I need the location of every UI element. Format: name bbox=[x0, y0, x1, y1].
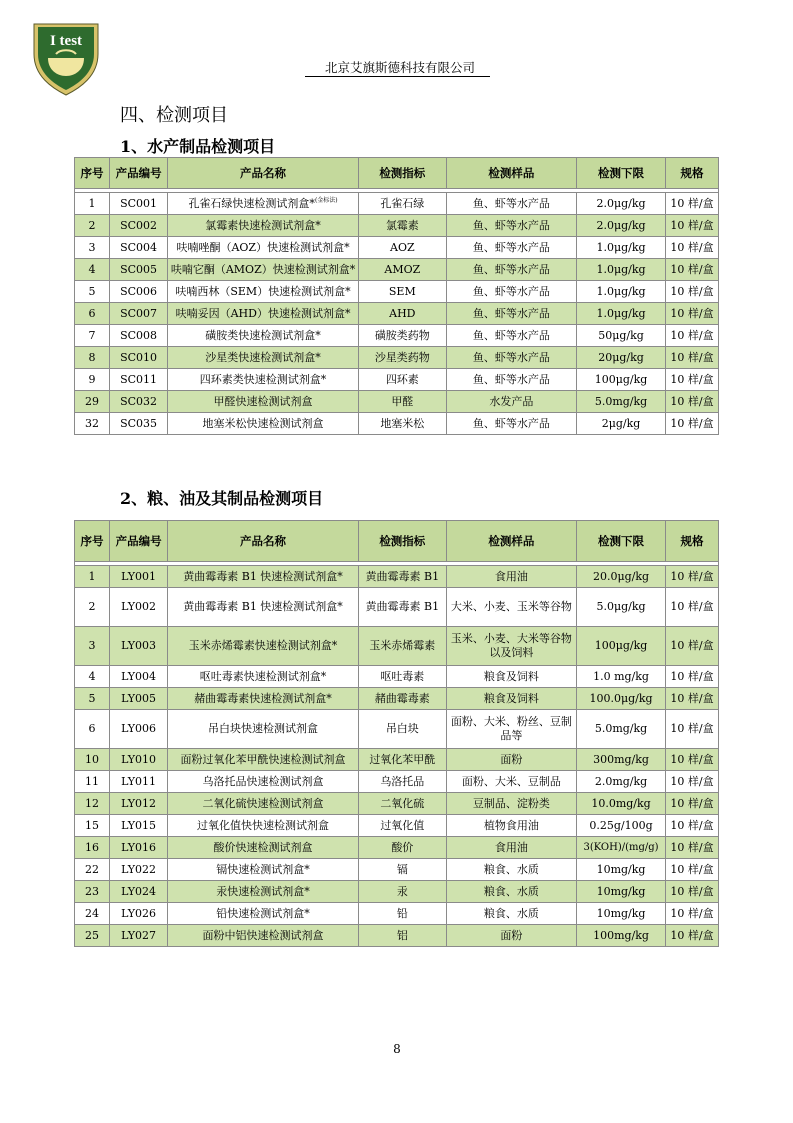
table-row: 9 SC011 四环素类快速检测试剂盒* 四环素 鱼、虾等水产品 100μg/kg 10 样/盒 bbox=[75, 369, 719, 391]
col-target: 检测指标 bbox=[358, 521, 446, 562]
table-row: 7 SC008 磺胺类快速检测试剂盒* 磺胺类药物 鱼、虾等水产品 50μg/kg 10 样/盒 bbox=[75, 325, 719, 347]
table-row: 2 SC002 氯霉素快速检测试剂盒* 氯霉素 鱼、虾等水产品 2.0μg/kg 10 样/盒 bbox=[75, 215, 719, 237]
table-row: 3 LY003 玉米赤烯霉素快速检测试剂盒* 玉米赤烯霉素 玉米、小麦、大米等谷物以及饲料 100μg/kg 10 样/盒 bbox=[75, 627, 719, 666]
table-row: 15 LY015 过氧化值快快速检测试剂盒 过氧化值 植物食用油 0.25g/100g 10 样/盒 bbox=[75, 815, 719, 837]
col-target: 检测指标 bbox=[358, 158, 446, 189]
table-row: 1 LY001 黄曲霉毒素 B1 快速检测试剂盒* 黄曲霉毒素 B1 食用油 20.0μg/kg 10 样/盒 bbox=[75, 566, 719, 588]
company-name: 北京艾旗斯德科技有限公司 bbox=[324, 60, 475, 75]
table-row: 6 LY006 吊白块快速检测试剂盒 吊白块 面粉、大米、粉丝、豆制品等 5.0mg/kg 10 样/盒 bbox=[75, 710, 719, 749]
col-spec: 规格 bbox=[666, 158, 719, 189]
table-row: 12 LY012 二氧化硫快速检测试剂盒 二氧化硫 豆制品、淀粉类 10.0mg/kg 10 样/盒 bbox=[75, 793, 719, 815]
table-row: 3 SC004 呋喃唑酮（AOZ）快速检测试剂盒* AOZ 鱼、虾等水产品 1.0μg/kg 10 样/盒 bbox=[75, 237, 719, 259]
table-header-row bbox=[75, 158, 719, 189]
col-limit: 检测下限 bbox=[577, 158, 666, 189]
table-row: 10 LY010 面粉过氧化苯甲酰快速检测试剂盒 过氧化苯甲酰 面粉 300mg/kg 10 样/盒 bbox=[75, 749, 719, 771]
section-title: 四、检测项目 bbox=[120, 105, 228, 126]
col-no: 序号 bbox=[75, 521, 110, 562]
col-no: 序号 bbox=[75, 158, 110, 189]
col-name: 产品名称 bbox=[168, 521, 359, 562]
table-row: 24 LY026 铅快速检测试剂盒* 铅 粮食、水质 10mg/kg 10 样/盒 bbox=[75, 903, 719, 925]
grain-oil-products-table bbox=[74, 520, 719, 947]
table-row: 16 LY016 酸价快速检测试剂盒 酸价 食用油 3(KOH)/(mg/g) 10 样/盒 bbox=[75, 837, 719, 859]
table-row: 5 LY005 赭曲霉毒素快速检测试剂盒* 赭曲霉毒素 粮食及饲料 100.0μg/kg 10 样/盒 bbox=[75, 688, 719, 710]
col-sample: 检测样品 bbox=[446, 521, 576, 562]
table-row: 8 SC010 沙星类快速检测试剂盒* 沙星类药物 鱼、虾等水产品 20μg/kg 10 样/盒 bbox=[75, 347, 719, 369]
table-row: 23 LY024 汞快速检测试剂盒* 汞 粮食、水质 10mg/kg 10 样/盒 bbox=[75, 881, 719, 903]
header-rule bbox=[305, 76, 490, 77]
table-row: 4 SC005 呋喃它酮（AMOZ）快速检测试剂盒* AMOZ 鱼、虾等水产品 1.0μg/kg 10 样/盒 bbox=[75, 259, 719, 281]
page-number: 8 bbox=[393, 1042, 401, 1056]
table-row: 6 SC007 呋喃妥因（AHD）快速检测试剂盒* AHD 鱼、虾等水产品 1.0μg/kg 10 样/盒 bbox=[75, 303, 719, 325]
table-row: 1 SC001 孔雀石绿快速检测试剂盒*$^{(金标法)}$ 孔雀石绿 鱼、虾等水产品 2.0μg/kg 10 样/盒 bbox=[75, 193, 719, 215]
col-name: 产品名称 bbox=[168, 158, 359, 189]
aquatic-section-title: 1、水产制品检测项目 bbox=[120, 137, 276, 156]
table-row: 22 LY022 镉快速检测试剂盒* 镉 粮食、水质 10mg/kg 10 样/盒 bbox=[75, 859, 719, 881]
col-sample: 检测样品 bbox=[446, 158, 576, 189]
col-code: 产品编号 bbox=[109, 521, 167, 562]
table-row: 25 LY027 面粉中铝快速检测试剂盒 铝 面粉 100mg/kg 10 样/盒 bbox=[75, 925, 719, 947]
table-row: 32 SC035 地塞米松快速检测试剂盒 地塞米松 鱼、虾等水产品 2μg/kg 10 样/盒 bbox=[75, 413, 719, 435]
aquatic-products-table bbox=[74, 157, 719, 435]
table-row: 11 LY011 乌洛托品快速检测试剂盒 乌洛托品 面粉、大米、豆制品 2.0mg/kg 10 样/盒 bbox=[75, 771, 719, 793]
table-row: 29 SC032 甲醛快速检测试剂盒 甲醛 水发产品 5.0mg/kg 10 样/盒 bbox=[75, 391, 719, 413]
method-note: (金标法) bbox=[314, 196, 338, 204]
table-row: 4 LY004 呕吐毒素快速检测试剂盒* 呕吐毒素 粮食及饲料 1.0 mg/kg 10 样/盒 bbox=[75, 666, 719, 688]
i-test-logo bbox=[30, 18, 102, 96]
logo-text: I test bbox=[49, 33, 83, 49]
col-limit: 检测下限 bbox=[577, 521, 666, 562]
table-row: 5 SC006 呋喃西林（SEM）快速检测试剂盒* SEM 鱼、虾等水产品 1.0μg/kg 10 样/盒 bbox=[75, 281, 719, 303]
grain-section-title: 2、粮、油及其制品检测项目 bbox=[120, 489, 324, 508]
col-code: 产品编号 bbox=[109, 158, 167, 189]
table-header-row bbox=[75, 521, 719, 562]
col-spec: 规格 bbox=[666, 521, 719, 562]
table-row: 2 LY002 黄曲霉毒素 B1 快速检测试剂盒* 黄曲霉毒素 B1 大米、小麦、玉米等谷物 5.0μg/kg 10 样/盒 bbox=[75, 588, 719, 627]
